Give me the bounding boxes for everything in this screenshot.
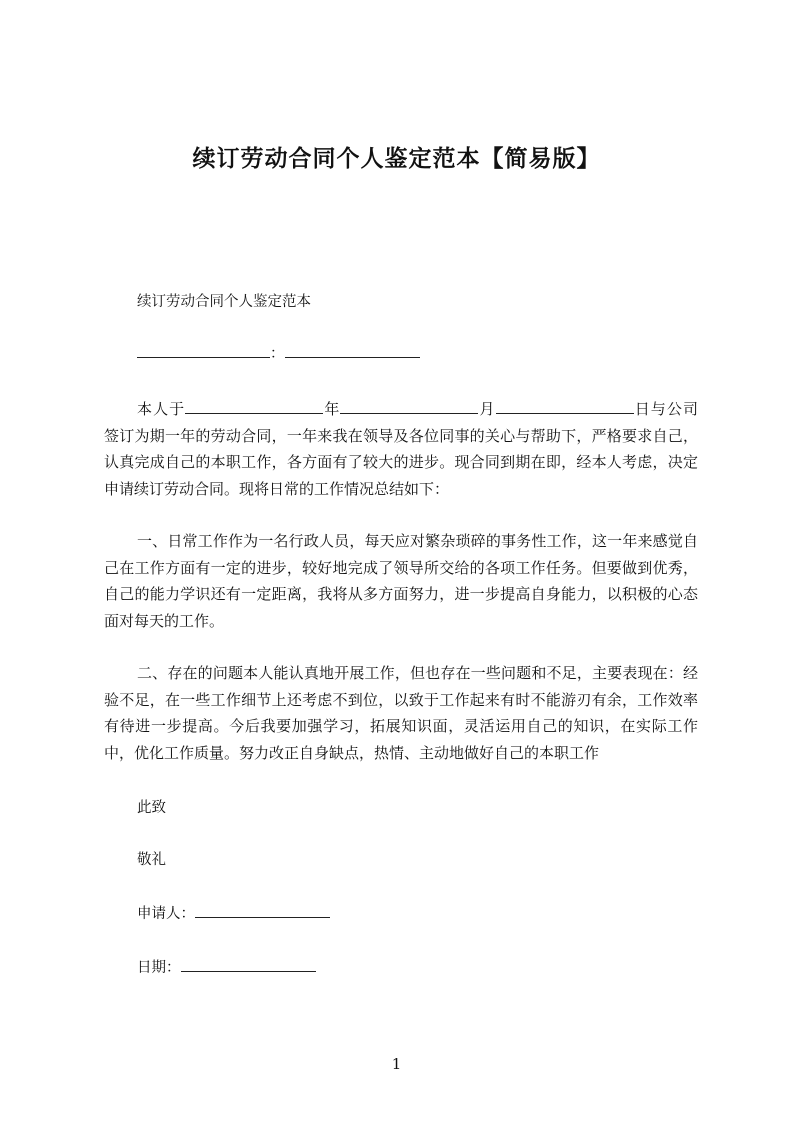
paragraph-daily-work: 一、日常工作作为一名行政人员，每天应对繁杂琐碎的事务性工作，这一年来感觉自己在工作方面有一定的进步，较好地完成了领导所交给的各项工作任务。但要做到优秀，自己的能力学识还有一定距离，我将从多方面努力，进一步提高自身能力，以积极的心态面对每天的工作。 (104, 532, 698, 630)
blank-field (137, 345, 270, 358)
applicant-line (137, 904, 330, 924)
p1-year: 年 (323, 400, 341, 418)
document-subtitle: 续订劳动合同个人鉴定范本 (137, 294, 311, 310)
p1-start: 本人于 (137, 400, 186, 418)
document-title: 续订劳动合同个人鉴定范本【简易版】 (192, 146, 601, 172)
colon: ： (270, 346, 285, 362)
paragraph-intro (104, 396, 698, 502)
date-line (137, 958, 316, 978)
paragraph-problems: 二、存在的问题本人能认真地开展工作，但也存在一些问题和不足，主要表现在：经验不足，在一些工作细节上还考虑不到位，以致于工作起来有时不能游刃有余，工作效率有待进一步提高。今后我要加强学习，拓展知识面，灵活运用自己的知识，在实际工作中，优化工作质量。努力改正自身缺点，热情、主动地做好自己的本职工作 (104, 664, 698, 762)
page-number: 1 (391, 1055, 402, 1073)
applicant-label: 申请人： (137, 906, 195, 922)
blank-year (185, 401, 323, 414)
p1-month: 月 (478, 400, 496, 418)
blank-month (340, 401, 478, 414)
addressee-line (137, 344, 420, 364)
applicant-blank (195, 905, 330, 918)
date-label: 日期： (137, 960, 181, 976)
closing-salutation: 此致 (137, 800, 166, 816)
p1-rest: 日与公司签订为期一年的劳动合同，一年来我在领导及各位同事的关心与帮助下，严格要求自己，认真完成自己的本职工作，各方面有了较大的进步。现合同到期在即，经本人考虑，决定申请续订劳动合同。现将日常的工作情况总结如下： (104, 400, 698, 498)
blank-day (496, 401, 634, 414)
blank-field (285, 345, 420, 358)
date-blank (181, 959, 316, 972)
closing-regards: 敬礼 (137, 852, 166, 868)
